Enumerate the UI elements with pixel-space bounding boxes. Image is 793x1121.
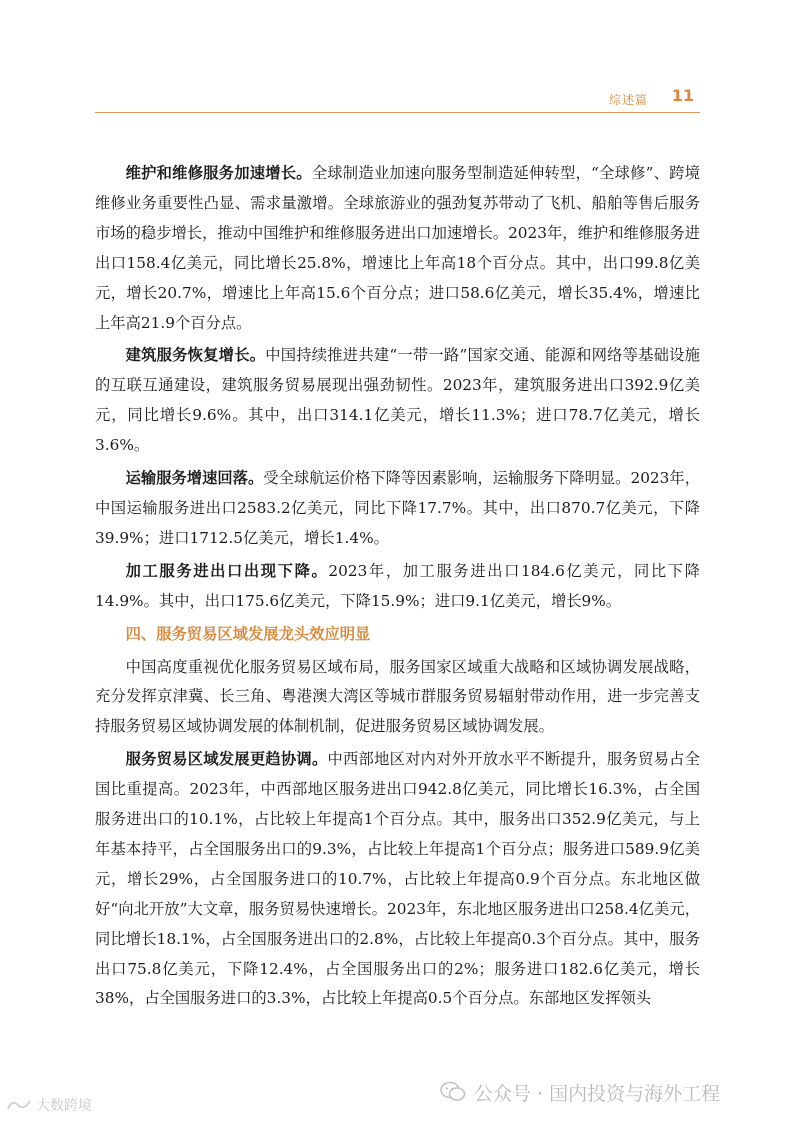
page-header — [95, 86, 700, 112]
brand-text: 大数跨境 — [36, 1098, 92, 1114]
paragraph-text: 中西部地区对内对外开放水平不断提升，服务贸易占全国比重提高。2023年，中西部地区服务进出口942.8亿美元，同比增长16.3%，占全国服务进出口的10.1%，占比较上年提高1个百分点。其中，服务出口352.9亿美元，与上年基本持平，占全国服务出口的9.3%，占比较上年提高1个百分点；服务进口589.9亿美元，增长29%，占全国服务进口的10.7%，占比较上年提高0.9个百分点。东北地区做好“向北开放”大文章，服务贸易快速增长。2023年，东北地区服务进出口258.4亿美元，同比增长18.1%，占全国服务进出口的2.8%，占比较上年提高0.3个百分点。其中，服务出口75.8亿美元，下降12.4%，占全国服务出口的2%；服务进口182.6亿美元，增长38%，占全国服务进口的3.3%，占比较上年提高0.5个百分点。东部地区发挥领头 — [95, 750, 700, 1008]
paragraph-text: 受全球航运价格下降等因素影响，运输服务下降明显。2023年，中国运输服务进出口2583.2亿美元，同比下降17.7%。其中，出口870.7亿美元，下降39.9%；进口1712.5亿美元，增长1.4%。 — [95, 469, 700, 547]
paragraph-lead: 维护和维修服务加速增长。 — [125, 164, 312, 182]
header-divider — [95, 112, 700, 113]
paragraph-text: 2023年，加工服务进出口184.6亿美元，同比下降14.9%。其中，出口175.6亿美元，下降15.9%；进口9.1亿美元，增长9%。 — [95, 561, 700, 610]
brand-logo-icon — [6, 1097, 32, 1113]
paragraph-text: 全球制造业加速向服务型制造延伸转型，“全球修”、跨境维修业务重要性凸显、需求量激增。全球旅游业的强劲复苏带动了飞机、船舶等售后服务市场的稳步增长，推动中国维护和维修服务进出口加速增长。2023年，维护和维修服务进出口158.4亿美元，同比增长25.8%，增速比上年高18个百分点。其中，出口99.8亿美元，增长20.7%，增速比上年高15.6个百分点；进口58.6亿美元，增长35.4%，增速比上年高21.9个百分点。 — [95, 164, 700, 332]
paragraph-maintenance — [95, 159, 700, 338]
paragraph-text: 中国持续推进共建“一带一路”国家交通、能源和网络等基础设施的互联互通建设，建筑服务贸易展现出强劲韧性。2023年，建筑服务进出口392.9亿美元，同比增长9.6%。其中，出口314.1亿美元，增长11.3%；进口78.7亿美元，增长3.6%。 — [95, 346, 700, 455]
paragraph-construction — [95, 341, 700, 461]
paragraph-lead: 加工服务进出口出现下降。 — [125, 561, 329, 580]
brand-watermark — [6, 1094, 92, 1116]
paragraph-lead: 服务贸易区域发展更趋协调。 — [125, 750, 328, 769]
document-body — [95, 159, 700, 1017]
paragraph-lead: 运输服务增速回落。 — [125, 469, 264, 488]
paragraph-lead: 建筑服务恢复增长。 — [125, 346, 266, 365]
section-heading: 四、服务贸易区域发展龙头效应明显 — [125, 624, 371, 643]
page-number: 11 — [671, 86, 694, 105]
header-section-title: 综述篇 — [608, 93, 648, 107]
wechat-watermark — [440, 1075, 780, 1109]
wechat-account-text: 公众号 · 国内投资与海外工程 — [474, 1082, 721, 1105]
paragraph-regional — [95, 745, 700, 1014]
paragraph-transport — [95, 464, 700, 554]
wechat-icon — [440, 1081, 466, 1103]
paragraph-intro: 中国高度重视优化服务贸易区域布局，服务国家区域重大战略和区域协调发展战略，充分发挥京津冀、长三角、粤港澳大湾区等城市群服务贸易辐射带动作用，进一步完善支持服务贸易区域协调发展的体制机制，促进服务贸易区域协调发展。 — [95, 657, 700, 736]
paragraph-processing — [95, 557, 700, 617]
